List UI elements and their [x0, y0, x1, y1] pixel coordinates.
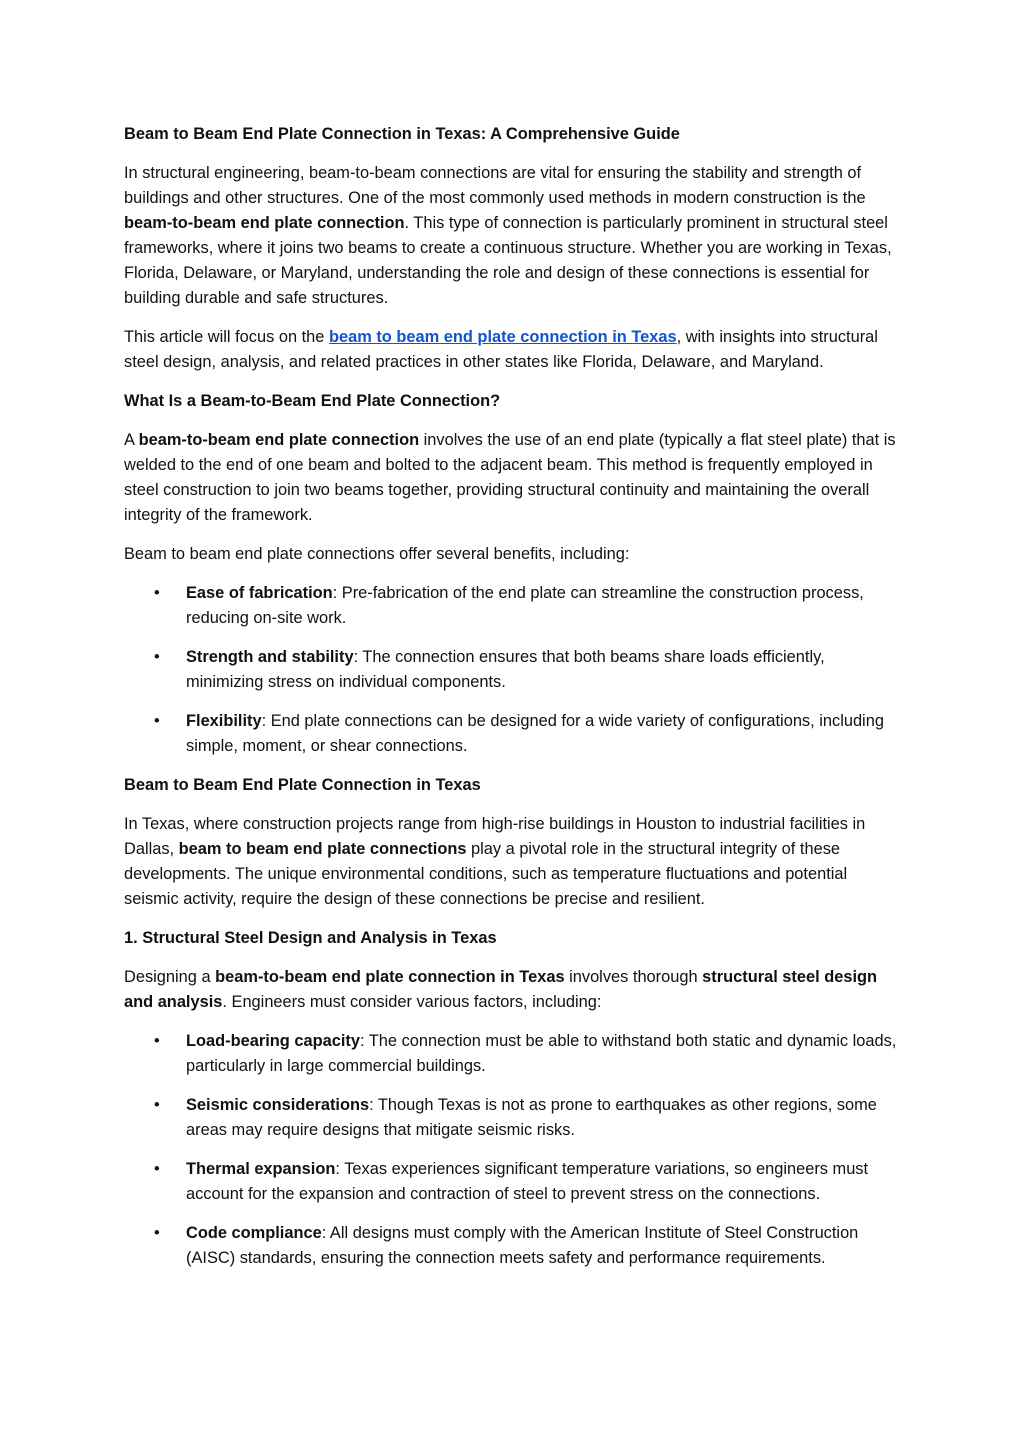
list-item — [124, 1029, 904, 1079]
list-item-bold: Load-bearing capacity — [186, 1032, 360, 1050]
definition-paragraph — [124, 428, 904, 528]
list-item-bold: Code compliance — [186, 1224, 322, 1242]
list-item-bold: Ease of fabrication — [186, 584, 333, 602]
section-heading-design: 1. Structural Steel Design and Analysis in Texas — [124, 929, 497, 947]
focus-paragraph — [124, 325, 904, 375]
texas-bold-1: beam to beam end plate connections — [178, 840, 467, 858]
list-item-bold: Seismic considerations — [186, 1096, 370, 1114]
texas-connection-link[interactable]: beam to beam end plate connection in Texas — [328, 328, 677, 346]
list-item-text: : End plate connections can be designed for a wide variety of configurations, including simple, moment, or shear connections. — [186, 712, 884, 755]
bullet-icon: • — [154, 1224, 160, 1242]
list-item — [124, 1221, 904, 1271]
list-item-text: : The connection must be able to withstand both static and dynamic loads, particularly in large commercial buildings. — [186, 1032, 897, 1075]
intro-text-1: In structural engineering, beam-to-beam connections are vital for ensuring the stability and strength of buildings and other structures. One of the most commonly used methods in modern construction is the — [124, 164, 866, 207]
bullet-icon: • — [154, 1096, 160, 1114]
list-item-text: : Though Texas is not as prone to earthquakes as other regions, some areas may require designs that mitigate seismic risks. — [186, 1096, 877, 1139]
list-item-text: : All designs must comply with the American Institute of Steel Construction (AISC) standards, ensuring the connection meets safety and performance requirements. — [186, 1224, 859, 1267]
texas-text-1: In Texas, where construction projects range from high-rise buildings in Houston to industrial facilities in Dallas, — [124, 815, 866, 858]
design-factors-list — [124, 1029, 904, 1271]
intro-text-2: . This type of connection is particularly prominent in structural steel frameworks, where it joins two beams to create a continuous structure. Whether you are working in Texas, Florida, Delaware, or Maryland, understanding the role and design of these connections is essential for building durable and safe structures. — [124, 214, 892, 307]
definition-text-1: A — [124, 431, 139, 449]
texas-paragraph — [124, 812, 904, 912]
list-item — [124, 581, 904, 631]
definition-bold-1: beam-to-beam end plate connection — [138, 431, 420, 449]
design-text-1: Designing a — [124, 968, 216, 986]
focus-text-2: , with insights into structural steel design, analysis, and related practices in other states like Florida, Delaware, and Maryland. — [124, 328, 878, 371]
benefits-list — [124, 581, 904, 759]
list-item — [124, 1093, 904, 1143]
texas-text-2: play a pivotal role in the structural integrity of these developments. The unique environmental conditions, such as temperature fluctuations and potential seismic activity, require the design of these connections be precise and resilient. — [124, 840, 848, 908]
design-bold-2: structural steel design and analysis — [124, 968, 878, 1011]
benefits-intro: Beam to beam end plate connections offer several benefits, including: — [124, 545, 630, 563]
list-item-bold: Thermal expansion — [186, 1160, 336, 1178]
definition-text-2: involves the use of an end plate (typically a flat steel plate) that is welded to the end of one beam and bolted to the adjacent beam. This method is frequently employed in steel construction to join two beams together, providing structural continuity and maintaining the overall integrity of the framework. — [124, 431, 896, 524]
design-text-3: . Engineers must consider various factors, including: — [222, 993, 602, 1011]
design-bold-1: beam-to-beam end plate connection in Texas — [215, 968, 565, 986]
list-item — [124, 1157, 904, 1207]
design-paragraph — [124, 965, 904, 1015]
list-item — [124, 645, 904, 695]
bullet-icon: • — [154, 1160, 160, 1178]
section-heading-texas: Beam to Beam End Plate Connection in Texas — [124, 776, 481, 794]
list-item-bold: Flexibility — [186, 712, 262, 730]
bullet-icon: • — [154, 584, 160, 602]
bullet-icon: • — [154, 648, 160, 666]
document-title: Beam to Beam End Plate Connection in Texas: A Comprehensive Guide — [124, 125, 680, 143]
list-item-bold: Strength and stability — [186, 648, 354, 666]
section-heading-what-is: What Is a Beam-to-Beam End Plate Connection? — [124, 392, 501, 410]
design-text-2: involves thorough — [564, 968, 703, 986]
bullet-icon: • — [154, 712, 160, 730]
list-item-text: : Texas experiences significant temperature variations, so engineers must account for the expansion and contraction of steel to prevent stress on the connections. — [186, 1160, 869, 1203]
list-item-text: : Pre-fabrication of the end plate can streamline the construction process, reducing on-site work. — [186, 584, 864, 627]
intro-paragraph — [124, 161, 904, 311]
list-item-text: : The connection ensures that both beams share loads efficiently, minimizing stress on individual components. — [186, 648, 825, 691]
intro-bold-1: beam-to-beam end plate connection — [124, 214, 405, 232]
focus-text-1: This article will focus on the — [124, 328, 329, 346]
bullet-icon: • — [154, 1032, 160, 1050]
document-page — [124, 122, 904, 1285]
list-item — [124, 709, 904, 759]
